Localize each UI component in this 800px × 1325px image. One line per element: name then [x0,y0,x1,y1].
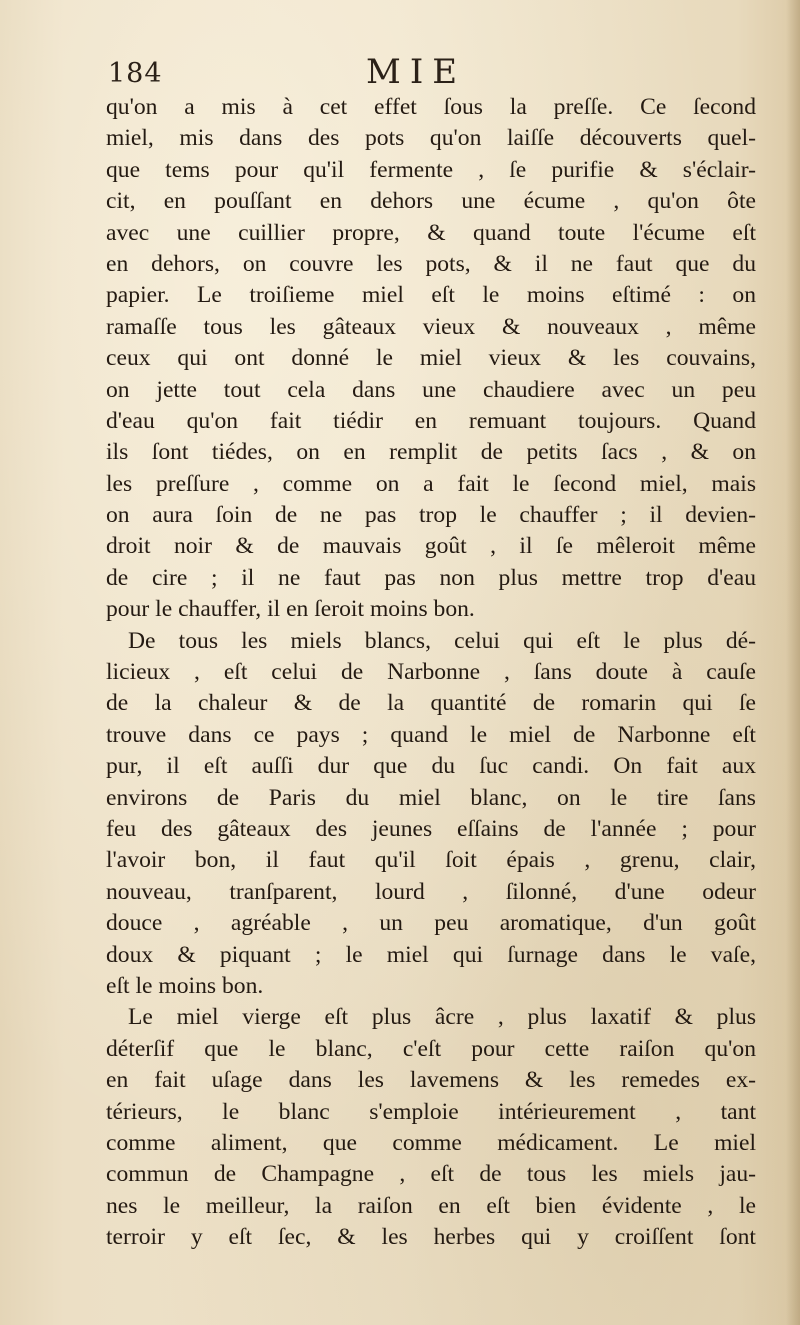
text-line: d'eau qu'on fait tiédir en remuant toujours. Quand [106,407,756,434]
text-line: ceux qui ont donné le miel vieux & les couvains, [106,345,756,372]
paragraph-start-line: De tous les miels blancs, celui qui eſt le plus dé- [128,627,756,654]
text-line: l'avoir bon, il faut qu'il ſoit épais , grenu, clair, [106,847,756,874]
body-text [106,92,756,1253]
page-edge-shadow [786,0,800,1325]
text-line: on jette tout cela dans une chaudiere avec un peu [106,376,756,403]
text-line: qu'on a mis à cet effet ſous la preſſe. Ce ſecond [106,94,756,120]
text-line: douce , agréable , un peu aromatique, d'un goût [106,910,756,937]
text-line: on aura ſoin de ne pas trop le chauffer ; il devien- [106,502,756,529]
paragraph-start-line: Le miel vierge eſt plus âcre , plus laxatif & plus [128,1004,756,1031]
running-head [108,52,758,96]
text-line: en fait uſage dans les lavemens & les remedes ex- [106,1067,756,1094]
text-line: comme aliment, que comme médicament. Le miel [106,1129,756,1156]
text-line: avec une cuillier propre, & quand toute l'écume eſt [106,219,756,246]
text-line: déterſif que le blanc, c'eſt pour cette raiſon qu'on [106,1035,756,1062]
text-line: que tems pour qu'il fermente , ſe purifie & s'éclair- [106,156,756,183]
text-line: de la chaleur & de la quantité de romarin qui ſe [106,690,756,717]
text-line: droit noir & de mauvais goût , il ſe mêleroit même [106,533,756,560]
text-line: de cire ; il ne faut pas non plus mettre trop d'eau [106,564,756,591]
text-line: papier. Le troiſieme miel eſt le moins eſtimé : on [106,282,756,309]
text-line: doux & piquant ; le miel qui ſurnage dans le vaſe, [106,941,756,968]
text-line: trouve dans ce pays ; quand le miel de Narbonne eſt [106,721,756,748]
text-line: ils ſont tiédes, on en remplit de petits ſacs , & on [106,439,756,466]
text-line: commun de Champagne , eſt de tous les miels jau- [106,1161,756,1188]
text-line: licieux , eſt celui de Narbonne , ſans doute à cauſe [106,659,756,686]
text-line: terroir y eſt ſec, & les herbes qui y croiſſent ſont [106,1224,756,1251]
text-line: térieurs, le blanc s'emploie intérieurement , tant [106,1098,756,1125]
text-line: ramaſſe tous les gâteaux vieux & nouveaux , même [106,313,756,340]
page-number: 184 [108,58,163,89]
text-line: nes le meilleur, la raiſon en eſt bien évidente , le [106,1192,756,1219]
text-line: les preſſure , comme on a fait le ſecond miel, mais [106,470,756,497]
paragraph-end-line: eſt le moins bon. [106,972,264,999]
text-line: nouveau, tranſparent, lourd , ſilonné, d'une odeur [106,878,756,905]
paragraph-end-line: pour le chauffer, il en ſeroit moins bon. [106,596,475,623]
running-title: MIE [366,52,467,92]
text-line: environs de Paris du miel blanc, on le tire ſans [106,784,756,811]
text-line: feu des gâteaux des jeunes eſſains de l'année ; pour [106,815,756,842]
text-line: en dehors, on couvre les pots, & il ne faut que du [106,250,756,277]
text-line: pur, il eſt auſſi dur que du ſuc candi. On fait aux [106,753,756,780]
text-line: miel, mis dans des pots qu'on laiſſe découverts quel- [106,125,756,152]
text-line: cit, en pouſſant en dehors une écume , qu'on ôte [106,188,756,215]
